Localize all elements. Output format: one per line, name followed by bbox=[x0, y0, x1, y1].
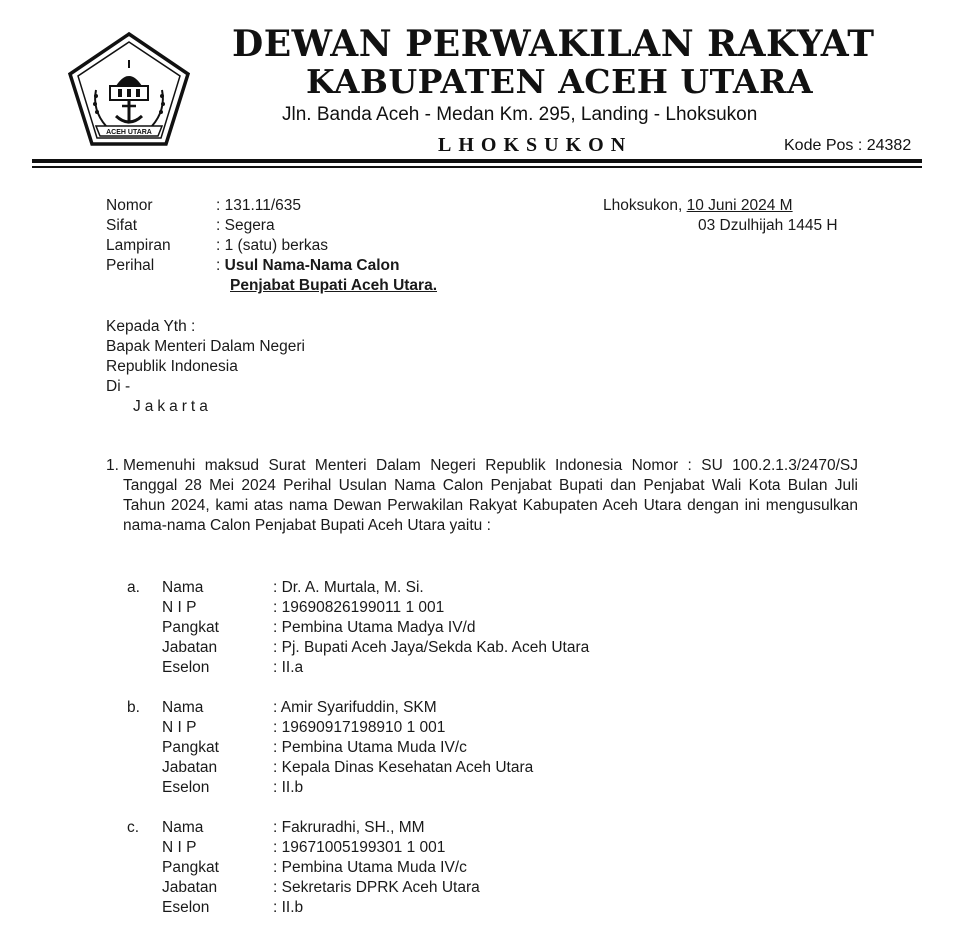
label-jabatan: Jabatan bbox=[162, 879, 218, 896]
perihal-prefix: : bbox=[216, 257, 225, 274]
candidate-letter: c. bbox=[127, 819, 140, 836]
letter-date bbox=[603, 196, 793, 216]
paragraph-text: Memenuhi maksud Surat Menteri Dalam Negeri Republik Indonesia Nomor : SU 100.2.1.3/2470/SJ Tanggal 28 Mei 2024 Perihal Usulan Nama Calon Penjabat Bupati dan Penjabat Wali Kota Bulan Juli Tahun 2024, kami atas nama Dewan Perwakilan Rakyat Kabupaten Aceh Utara dengan ini mengusulkan nama-nama Calon Penjabat Bupati Aceh Utara yaitu : bbox=[123, 457, 858, 534]
perihal-subject: Usul Nama-Nama Calon bbox=[224, 257, 400, 274]
value-pangkat: : Pembina Utama Muda IV/c bbox=[273, 739, 467, 756]
label-nip: N I P bbox=[162, 719, 197, 736]
label-eselon: Eselon bbox=[162, 659, 210, 676]
value-nama: : Fakruradhi, SH., MM bbox=[273, 819, 425, 836]
letterhead-rule-thick bbox=[32, 159, 922, 163]
value-nip: : 19690826199011 1 001 bbox=[273, 599, 445, 616]
meta-label-perihal: Perihal bbox=[106, 257, 155, 274]
date-hijri: 03 Dzulhijah 1445 H bbox=[698, 217, 838, 234]
value-nama: : Dr. A. Murtala, M. Si. bbox=[273, 579, 424, 596]
recipient-line2: Republik Indonesia bbox=[106, 358, 238, 375]
emblem-ribbon-text: ACEH UTARA bbox=[106, 129, 152, 136]
meta-label-lampiran: Lampiran bbox=[106, 237, 171, 254]
meta-label-sifat: Sifat bbox=[106, 217, 138, 234]
letterhead-city: LHOKSUKON bbox=[438, 134, 633, 156]
label-jabatan: Jabatan bbox=[162, 639, 218, 656]
recipient-to: Kepada Yth : bbox=[106, 318, 196, 335]
meta-value-lampiran: : 1 (satu) berkas bbox=[216, 237, 328, 254]
letterhead-rule-thin bbox=[32, 166, 922, 168]
label-nama: Nama bbox=[162, 819, 204, 836]
value-pangkat: : Pembina Utama Madya IV/d bbox=[273, 619, 476, 636]
letterhead-title-line2: KABUPATEN ACEH UTARA bbox=[306, 62, 814, 101]
candidate-letter: a. bbox=[127, 579, 140, 596]
letterhead-address: Jln. Banda Aceh - Medan Km. 295, Landing - Lhoksukon bbox=[282, 104, 758, 125]
value-pangkat: : Pembina Utama Muda IV/c bbox=[273, 859, 467, 876]
perihal-subject-continued: Penjabat Bupati Aceh Utara. bbox=[230, 277, 438, 294]
date-gregorian: 10 Juni 2024 M bbox=[686, 197, 793, 214]
label-eselon: Eselon bbox=[162, 779, 210, 796]
value-eselon: : II.b bbox=[273, 899, 304, 916]
value-eselon: : II.b bbox=[273, 779, 304, 796]
label-eselon: Eselon bbox=[162, 899, 210, 916]
value-jabatan: : Sekretaris DPRK Aceh Utara bbox=[273, 879, 480, 896]
label-pangkat: Pangkat bbox=[162, 859, 219, 876]
value-eselon: : II.a bbox=[273, 659, 304, 676]
meta-value-nomor: : 131.11/635 bbox=[216, 197, 302, 214]
meta-label-nomor: Nomor bbox=[106, 197, 153, 214]
recipient-line3: Di - bbox=[106, 378, 131, 395]
date-prefix: Lhoksukon, bbox=[603, 197, 687, 214]
value-jabatan: : Pj. Bupati Aceh Jaya/Sekda Kab. Aceh Utara bbox=[273, 639, 590, 656]
label-pangkat: Pangkat bbox=[162, 739, 219, 756]
dprk-emblem-logo bbox=[66, 30, 192, 150]
label-pangkat: Pangkat bbox=[162, 619, 219, 636]
label-nip: N I P bbox=[162, 839, 197, 856]
letterhead-postal-code: Kode Pos : 24382 bbox=[784, 137, 912, 154]
paragraph-number: 1. bbox=[106, 457, 119, 474]
meta-value-perihal bbox=[216, 256, 399, 276]
value-nip: : 19690917198910 1 001 bbox=[273, 719, 446, 736]
body-paragraph-1 bbox=[106, 456, 858, 536]
candidate-letter: b. bbox=[127, 699, 140, 716]
label-nama: Nama bbox=[162, 579, 204, 596]
value-nip: : 19671005199301 1 001 bbox=[273, 839, 446, 856]
label-nama: Nama bbox=[162, 699, 204, 716]
value-jabatan: : Kepala Dinas Kesehatan Aceh Utara bbox=[273, 759, 534, 776]
recipient-line1: Bapak Menteri Dalam Negeri bbox=[106, 338, 306, 355]
label-jabatan: Jabatan bbox=[162, 759, 218, 776]
value-nama: : Amir Syarifuddin, SKM bbox=[273, 699, 437, 716]
letterhead-title-line1: DEWAN PERWAKILAN RAKYAT bbox=[232, 23, 875, 65]
label-nip: N I P bbox=[162, 599, 197, 616]
meta-value-sifat: : Segera bbox=[216, 217, 275, 234]
recipient-city: Jakarta bbox=[133, 398, 212, 415]
